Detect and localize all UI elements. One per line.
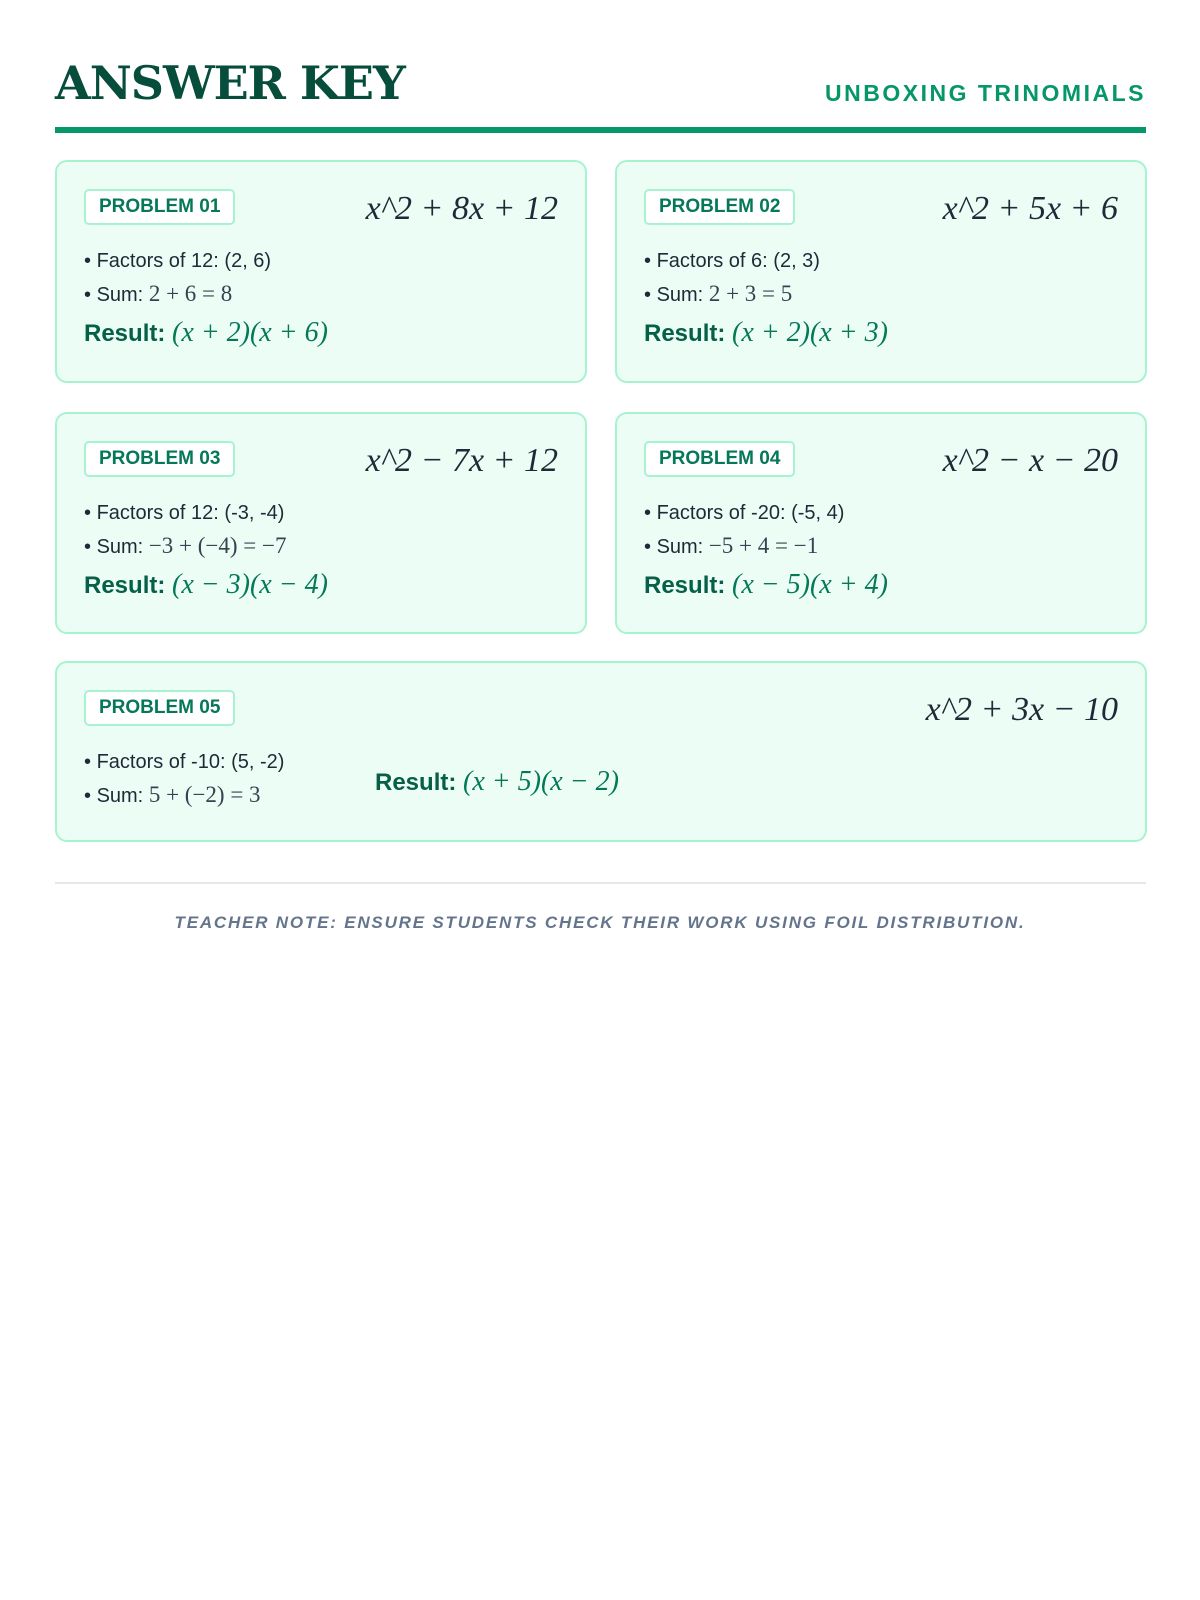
result-line (644, 317, 888, 349)
sum-value: −5 + 4 = −1 (708, 533, 819, 558)
factors-label: Factors of 12: (96, 250, 219, 272)
result-line (375, 766, 619, 798)
trinomial-expression: x^2 + 8x + 12 (365, 190, 558, 227)
result-label: Result: (375, 769, 457, 796)
trinomial-expression: x^2 − x − 20 (942, 442, 1118, 479)
sum-line: • Sum: 5 + (−2) = 3 (84, 782, 261, 807)
factors-label: Factors of -10: (96, 751, 226, 773)
result-line (644, 569, 888, 601)
sum-line: • Sum: −5 + 4 = −1 (644, 533, 819, 558)
worksheet-subtitle: UNBOXING TRINOMIALS (825, 80, 1146, 106)
result-label: Result: (644, 572, 726, 599)
sum-label: Sum: (96, 284, 144, 306)
result-label: Result: (84, 320, 166, 347)
problem-badge: PROBLEM 01 (84, 189, 235, 225)
factors-line: • Factors of 12: (2, 6) (84, 250, 272, 272)
sum-value: 5 + (−2) = 3 (148, 782, 261, 807)
teacher-note: TEACHER NOTE: ENSURE STUDENTS CHECK THEIR WORK USING FOIL DISTRIBUTION. (174, 913, 1026, 932)
factors-value: (5, -2) (231, 751, 285, 773)
problem-badge: PROBLEM 04 (644, 441, 795, 477)
factors-line: • Factors of 6: (2, 3) (644, 250, 820, 272)
factors-line: • Factors of 12: (-3, -4) (84, 502, 285, 524)
factors-value: (2, 6) (224, 250, 272, 272)
result-line (84, 317, 328, 349)
factors-label: Factors of -20: (656, 502, 786, 524)
problem-card (55, 412, 587, 634)
problem-badge: PROBLEM 02 (644, 189, 795, 225)
sum-line: • Sum: −3 + (−4) = −7 (84, 533, 287, 558)
factors-line: • Factors of -20: (-5, 4) (644, 502, 845, 524)
problem-card (615, 412, 1147, 634)
sum-line: • Sum: 2 + 6 = 8 (84, 281, 233, 306)
problem-card (55, 160, 587, 383)
result-value: (x − 5)(x + 4) (732, 569, 888, 600)
sum-label: Sum: (656, 536, 704, 558)
factors-value: (2, 3) (773, 250, 820, 272)
problem-badge: PROBLEM 05 (84, 690, 235, 726)
result-line (84, 569, 328, 601)
factors-value: (-5, 4) (791, 502, 845, 524)
result-value: (x + 2)(x + 6) (172, 317, 328, 348)
trinomial-expression: x^2 + 5x + 6 (942, 190, 1118, 227)
problem-card (55, 661, 1147, 842)
footer-divider (55, 882, 1146, 884)
sum-label: Sum: (96, 785, 144, 807)
trinomial-expression: x^2 − 7x + 12 (365, 442, 558, 479)
sum-line: • Sum: 2 + 3 = 5 (644, 281, 793, 306)
result-value: (x + 2)(x + 3) (732, 317, 888, 348)
result-label: Result: (644, 320, 726, 347)
factors-line: • Factors of -10: (5, -2) (84, 751, 285, 773)
sum-value: −3 + (−4) = −7 (148, 533, 287, 558)
sum-value: 2 + 3 = 5 (708, 281, 793, 306)
header-rule (55, 127, 1146, 133)
sum-label: Sum: (96, 536, 144, 558)
result-value: (x − 3)(x − 4) (172, 569, 328, 600)
sum-value: 2 + 6 = 8 (148, 281, 233, 306)
factors-label: Factors of 6: (656, 250, 768, 272)
sum-label: Sum: (656, 284, 704, 306)
factors-value: (-3, -4) (224, 502, 285, 524)
factors-label: Factors of 12: (96, 502, 219, 524)
trinomial-expression: x^2 + 3x − 10 (925, 691, 1118, 728)
problem-badge: PROBLEM 03 (84, 441, 235, 477)
problem-card (615, 160, 1147, 383)
result-label: Result: (84, 572, 166, 599)
result-value: (x + 5)(x − 2) (463, 766, 619, 797)
page-title: ANSWER KEY (55, 56, 405, 110)
